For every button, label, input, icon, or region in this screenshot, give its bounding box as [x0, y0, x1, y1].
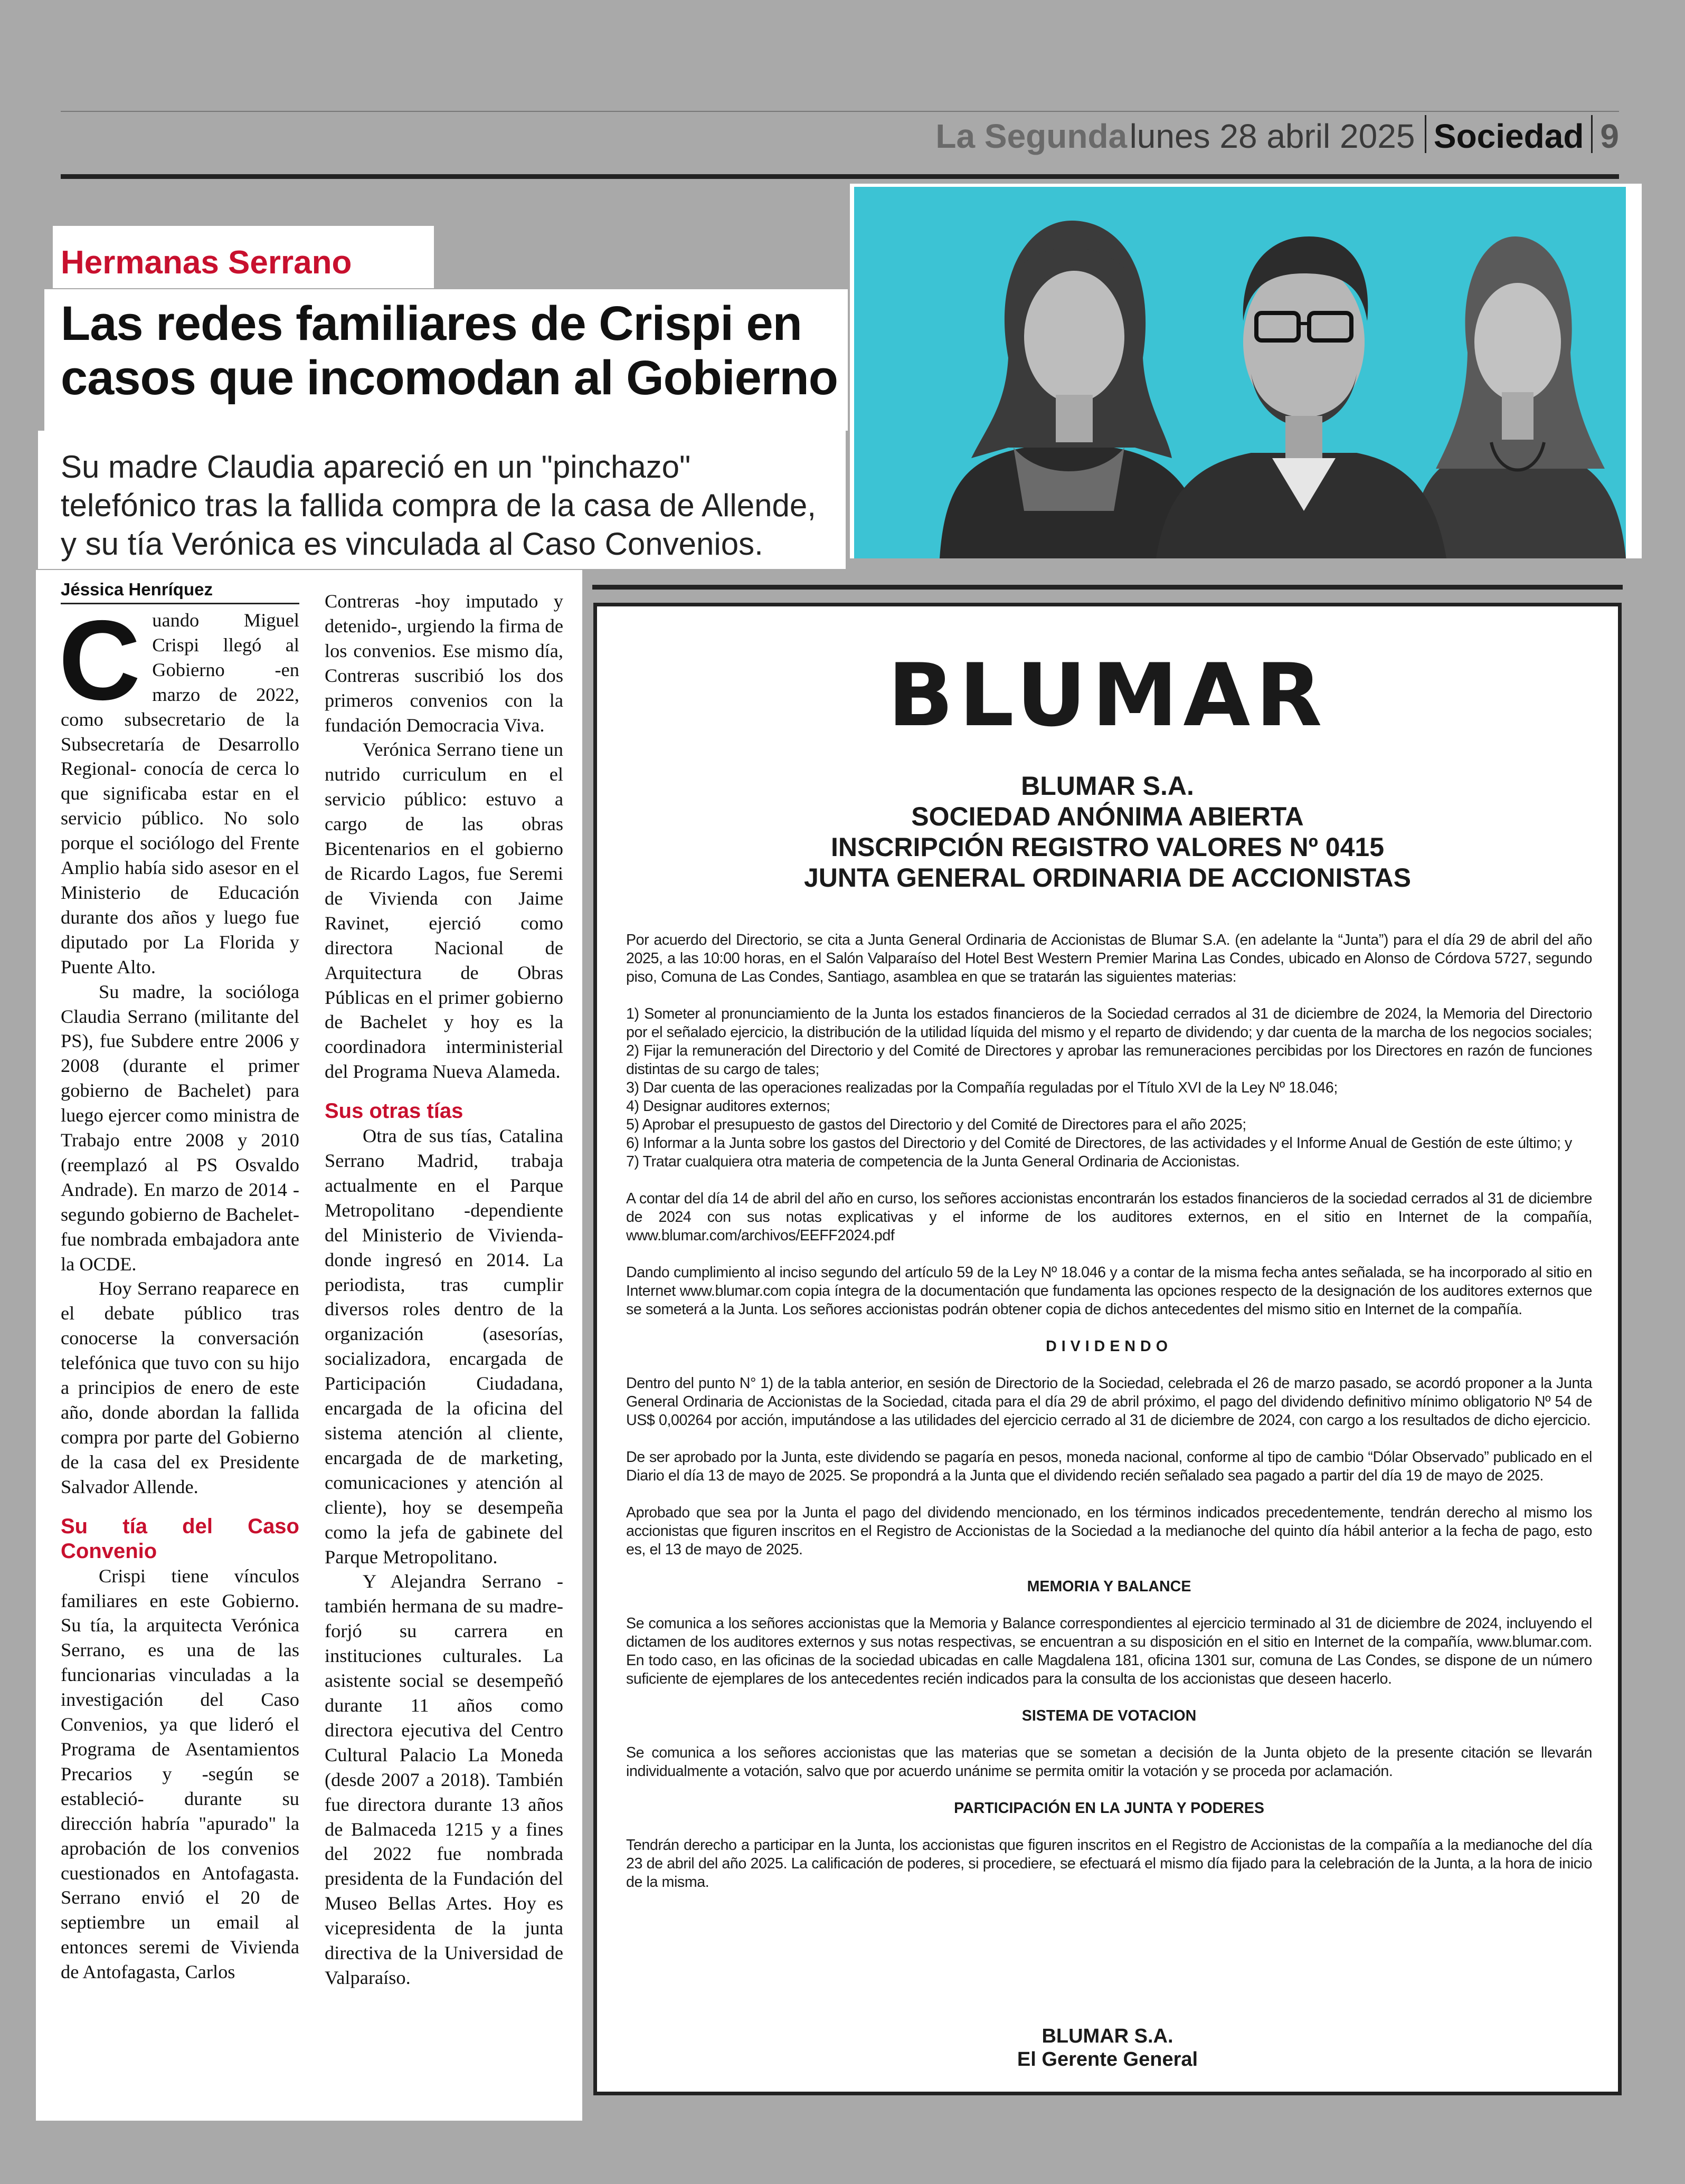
notice-paragraph: Dentro del punto N° 1) de la tabla anterior, en sesión de Directorio de la Sociedad, celebrada el 26 de marzo pasado, se acordó proponer a la Junta General Ordinaria de Accionistas de la Sociedad, citada para el día 29 de abril próximo, el pago del dividendo definitivo mínimo obligatorio Nº 54 de US$ 0,00264 por acción, imputándose a las utilidades del ejercicio cerrado al 31 de diciembre de 2024, con cargo a los resultados de dicho ejercicio. — [626, 1375, 1592, 1429]
paragraph: Verónica Serrano tiene un nutrido curriculum en el servicio público: estuvo a cargo de las obras Bicentenarios en el gobierno de Ricardo Lagos, fue Seremi de Vivienda con Jaime Ravinet, ejerció como directora Nacional de Arquitectura de Obras Públicas en el primer gobierno de Bachelet y hoy es la coordinadora interministerial del Programa Nueva Alameda. — [325, 739, 563, 1082]
article-subhead: Su tía del Caso Convenio — [61, 1514, 299, 1563]
masthead-divider — [1591, 115, 1593, 153]
article-byline: Jéssica Henríquez — [61, 580, 299, 604]
agenda-item: 7) Tratar cualquiera otra materia de competencia de la Junta General Ordinaria de Accionistas. — [626, 1153, 1240, 1170]
agenda-item: 4) Designar auditores externos; — [626, 1098, 830, 1115]
notice-paragraph: Se comunica a los señores accionistas que las materias que se sometan a decisión de la Junta objeto de la presente citación se llevarán individualmente a votación, salvo que por acuerdo unánime se permita omitir la votación y se proceda por aclamación. — [626, 1744, 1592, 1780]
top-thin-rule — [61, 111, 1619, 112]
section-heading-memoria: MEMORIA Y BALANCE — [1027, 1578, 1191, 1595]
section-heading-votacion: SISTEMA DE VOTACION — [1021, 1707, 1197, 1724]
notice-titles — [593, 771, 1622, 893]
notice-title: INSCRIPCIÓN REGISTRO VALORES Nº 0415 — [830, 832, 1385, 862]
agenda-item: 3) Dar cuenta de las operaciones realizadas por la Compañía reguladas por el Título XVI de la Ley Nº 18.046; — [626, 1079, 1338, 1096]
drop-cap: C — [59, 596, 141, 724]
notice-signature — [593, 2025, 1622, 2071]
paragraph: Y Alejandra Serrano -también hermana de su madre- forjó su carrera en instituciones culturales. La asistente social se desempeñó durante 11 años como directora ejecutiva del Centro Cultural Palacio La Moneda (desde 2007 a 2018). También fue directora durante 13 años de Balmaceda 1215 y a fines del 2022 fue nombrada presidenta de la Fundación del Museo Bellas Artes. Hoy es vicepresidenta de la junta directiva de la Universidad de Valparaíso. — [325, 1571, 563, 1988]
blumar-logo: BLUMAR — [887, 645, 1328, 746]
notice-title: SOCIEDAD ANÓNIMA ABIERTA — [911, 802, 1304, 831]
masthead — [61, 115, 1619, 168]
notice-paragraph: Se comunica a los señores accionistas que la Memoria y Balance correspondientes al ejercicio terminado al 31 de diciembre de 2024, incluyendo el dictamen de los auditores externos y sus notas respectivas, se encuentran a su disposición en el sitio en Internet de la compañía, www.blumar.com. En todo caso, en las oficinas de la sociedad ubicadas en calle Magdalena 181, oficina 1301 sur, comuna de Las Condes, se dispone de un número suficiente de ejemplares de los antecedentes recién indicados para la consulta de los accionistas que deseen hacerlo. — [626, 1615, 1592, 1687]
paragraph: Hoy Serrano reaparece en el debate público tras conocerse la conversación telefónica que tuvo con su hijo a principios de enero de este año, donde abordan la fallida compra por parte del Gobierno de la casa del ex Presidente Salvador Allende. — [61, 1278, 299, 1497]
ad-top-rule — [592, 585, 1623, 590]
header-rule — [61, 174, 1619, 179]
issue-date: lunes 28 abril 2025 — [1129, 117, 1415, 155]
notice-title: BLUMAR S.A. — [1021, 771, 1194, 801]
paper-name[interactable]: La Segunda — [935, 117, 1128, 155]
section-name[interactable]: Sociedad — [1433, 117, 1584, 155]
agenda-item: 2) Fijar la remuneración del Directorio y del Comité de Directores y aprobar las remuneraciones percibidas por los Directores en razón de funciones distintas de su cargo de tales; — [626, 1042, 1592, 1078]
deck-line: y su tía Verónica es vinculada al Caso Convenios. — [61, 526, 763, 562]
agenda-list — [626, 1005, 1592, 1171]
notice-paragraph: A contar del día 14 de abril del año en curso, los señores accionistas encontrarán los estados financieros de la sociedad cerrados al 31 de diciembre de 2024 con sus notas explicativas y el informe de los auditores externos, en el sitio en Internet de la compañía, www.blumar.com/archivos/EEFF2024.pdf — [626, 1190, 1592, 1244]
three-portraits-image — [850, 184, 1642, 558]
notice-intro: Por acuerdo del Directorio, se cita a Junta General Ordinaria de Accionistas de Blumar S.A. (en adelante la “Junta”) para el día 29 de abril del año 2025, a las 10:00 horas, en el Salón Valparaíso del Hotel Best Western Premier Marina Las Condes, ubicado en Alonso de Córdova 5727, segundo piso, Comuna de Las Condes, Santiago, asamblea en que se tratarán las siguientes materias: — [626, 932, 1592, 985]
headline-line: Las redes familiares de Crispi en — [61, 297, 802, 350]
agenda-item: 5) Aprobar el presupuesto de gastos del Directorio y del Comité de Directores para el año 2025; — [626, 1116, 1246, 1133]
paragraph: Otra de sus tías, Catalina Serrano Madrid, trabaja actualmente en el Parque Metropolitano -dependiente del Ministerio de Vivienda- donde ingresó en 2014. La periodista, tras cumplir diversos roles dentro de la organización (asesorías, socializadora, encargada de Participación Ciudadana, encargada de la oficina del sistema atención al cliente, encargada de de marketing, comunicaciones y atención al cliente), hoy se desempeña como la jefa de gabinete del Parque Metropolitano. — [325, 1125, 563, 1568]
signature-role: El Gerente General — [1017, 2048, 1198, 2071]
notice-title: JUNTA GENERAL ORDINARIA DE ACCIONISTAS — [803, 863, 1412, 892]
article-headline — [61, 297, 847, 405]
article-column-1 — [59, 596, 299, 1984]
paragraph: Cuando Miguel Crispi llegó al Gobierno -en marzo de 2022, como subsecretario de la Subsecretaría de Desarrollo Regional- conocía de cerca lo que significaba estar en el servicio público. No solo porque el sociólogo del Frente Amplio había sido asesor en el Ministerio de Educación durante dos años y luego fue diputado por La Florida y Puente Alto. — [59, 596, 299, 977]
article-column-2 — [325, 589, 563, 1990]
paragraph: Contreras -hoy imputado y detenido-, urgiendo la firma de los convenios. Ese mismo día, Contreras suscribió los dos primeros convenios con la fundación Democracia Viva. — [325, 591, 563, 736]
section-heading-dividendo: DIVIDENDO — [1046, 1338, 1172, 1355]
deck-line: telefónico tras la fallida compra de la casa de Allende, — [61, 488, 816, 523]
headline-line: casos que incomodan al Gobierno — [61, 351, 838, 405]
article-kicker: Hermanas Serrano — [61, 244, 352, 281]
article-deck — [61, 448, 847, 563]
section-heading-participacion: PARTICIPACIÓN EN LA JUNTA Y PODERES — [954, 1800, 1264, 1817]
paragraph: Su madre, la socióloga Claudia Serrano (militante del PS), fue Subdere entre 2006 y 2008 (durante el primer gobierno de Bachelet) para luego ejercer como ministra de Trabajo entre 2008 y 2010 (reemplazó al PS Osvaldo Andrade). En marzo de 2014 -segundo gobierno de Bachelet- fue nombrada embajadora ante la OCDE. — [61, 981, 299, 1275]
masthead-divider — [1425, 115, 1426, 153]
paragraph: Crispi tiene vínculos familiares en este Gobierno. Su tía, la arquitecta Verónica Serrano, es una de las funcionarias vinculadas a la investigación del Caso Convenios, ya que lideró el Programa de Asentamientos Precarios y -según se estableció- durante su dirección habría "apurado" la aprobación de los convenios cuestionados en Antofagasta. Serrano envió el 20 de septiembre un email al entonces seremi de Vivienda de Antofagasta, Carlos — [61, 1565, 299, 1983]
notice-paragraph: Tendrán derecho a participar en la Junta, los accionistas que figuren inscritos en el Registro de Accionistas de la compañía a la medianoche del día 23 de abril del año 2025. La calificación de poderes, si procediere, se efectuará el mismo día fijado para la celebración de la Junta, a la hora de inicio de la misma. — [626, 1837, 1592, 1891]
page-number: 9 — [1600, 117, 1619, 155]
signature-company: BLUMAR S.A. — [1042, 2025, 1173, 2047]
notice-paragraph: Aprobado que sea por la Junta el pago del dividendo mencionado, en los términos indicados precedentemente, tendrán derecho al mismo los accionistas que figuren inscritos en el Registro de Accionistas de la Sociedad a la medianoche del quinto día hábil anterior a la fecha de pago, esto es, el 13 de mayo de 2025. — [626, 1504, 1592, 1558]
agenda-item: 1) Someter al pronunciamiento de la Junta los estados financieros de la Sociedad cerrados al 31 de diciembre de 2024, la Memoria del Directorio por el señalado ejercicio, la distribución de la utilidad líquida del mismo y el reparto de dividendo; y dar cuenta de la marcha de los negocios sociales; — [626, 1005, 1592, 1041]
notice-body — [626, 931, 1592, 1910]
article-subhead: Sus otras tías — [325, 1099, 463, 1123]
article-photo — [850, 184, 1642, 558]
notice-paragraph: Dando cumplimiento al inciso segundo del artículo 59 de la Ley Nº 18.046 y a contar de la misma fecha antes señalada, se ha incorporado al sitio en Internet www.blumar.com copia íntegra de la documentación que fundamenta las opciones respecto de la designación de los auditores externos que se someterá a la Junta. Los señores accionistas podrán obtener copia de dichos antecedentes del mismo sitio en Internet de la compañía. — [626, 1264, 1592, 1318]
agenda-item: 6) Informar a la Junta sobre los gastos del Directorio y del Comité de Directores, de las actividades y el Informe Anual de Gestión de este último; y — [626, 1135, 1572, 1152]
notice-paragraph: De ser aprobado por la Junta, este dividendo se pagaría en pesos, moneda nacional, conforme al tipo de cambio “Dólar Observado” publicado en el Diario el día 13 de mayo de 2025. Se propondrá a la Junta que el dividendo recién señalado sea pagado a partir del día 19 de mayo de 2025. — [626, 1449, 1592, 1484]
deck-line: Su madre Claudia apareció en un "pinchazo" — [61, 449, 691, 485]
